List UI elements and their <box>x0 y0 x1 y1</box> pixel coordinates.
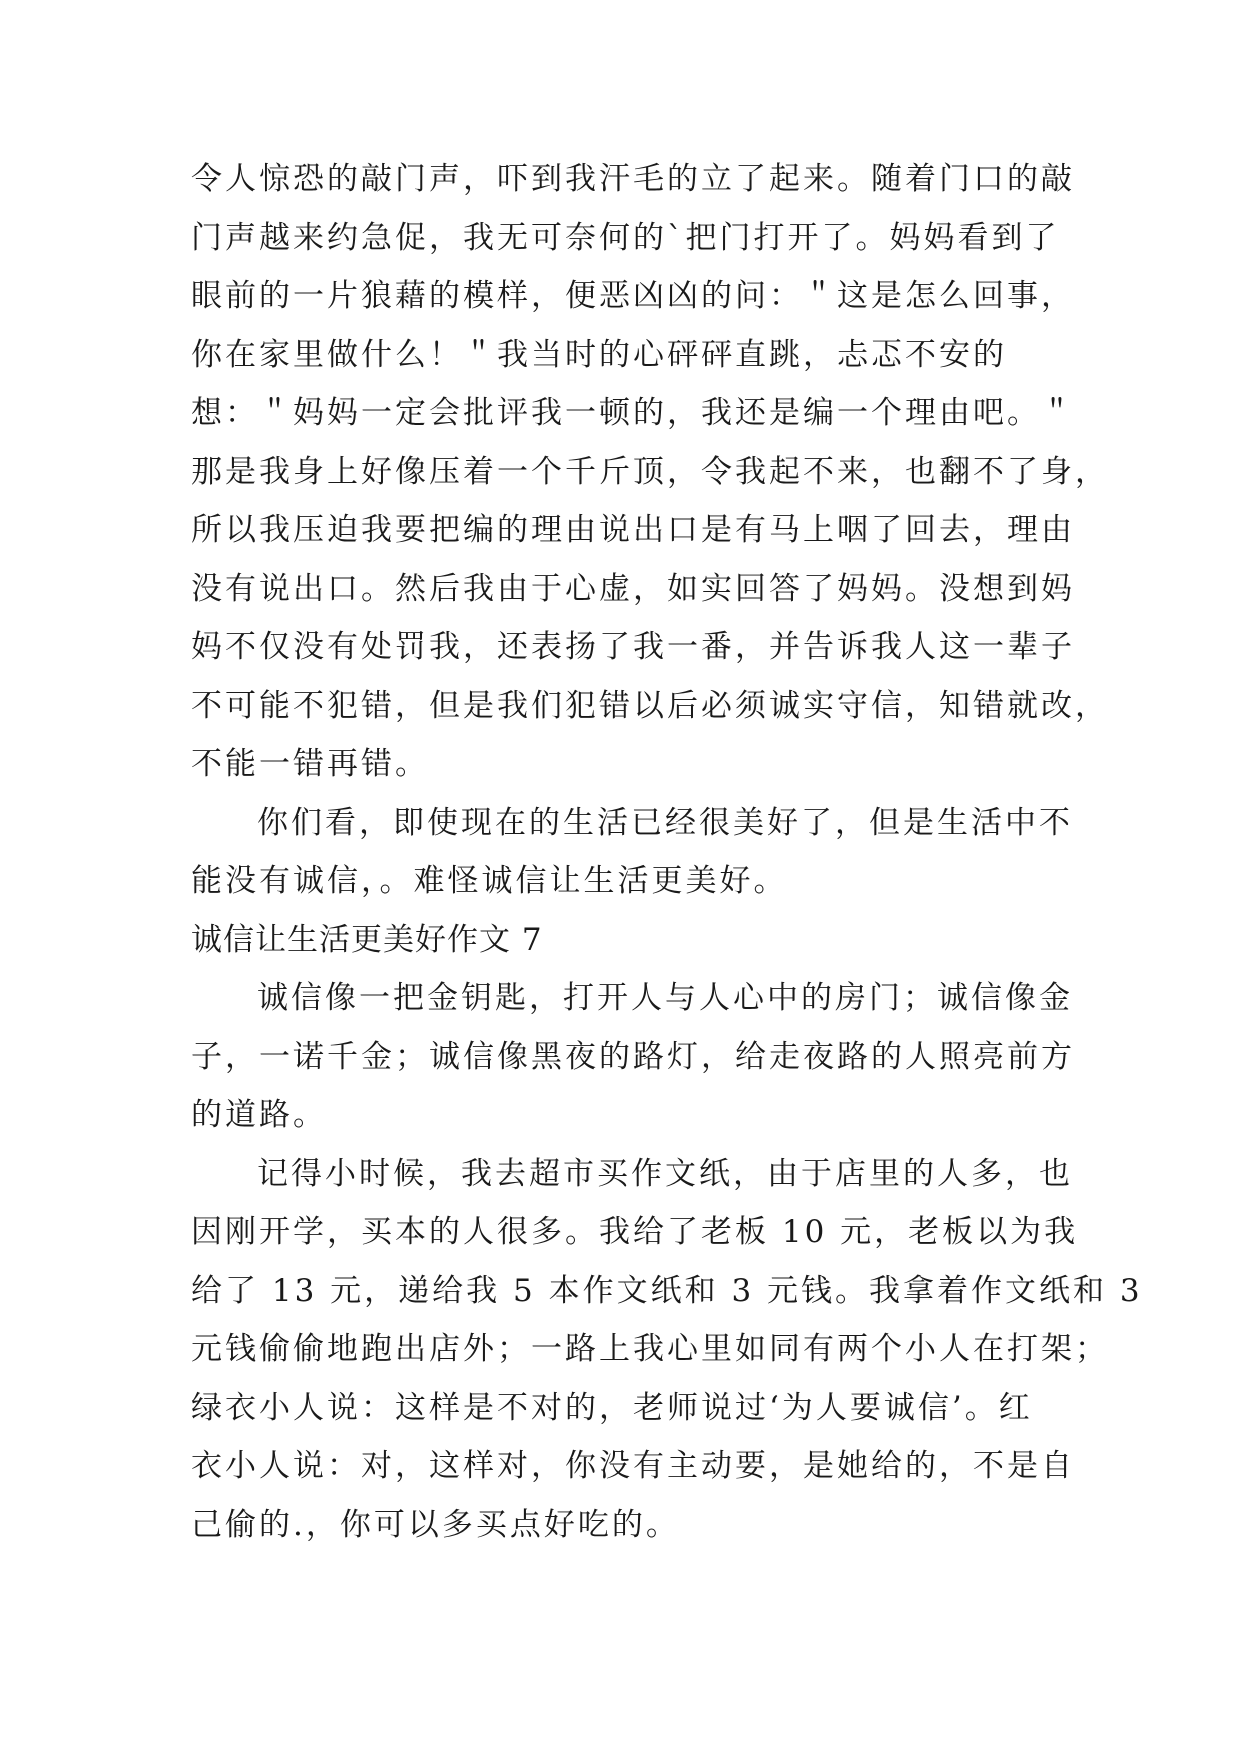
text-line: 子，一诺千金；诚信像黑夜的路灯，给走夜路的人照亮前方 <box>191 1038 1075 1075</box>
text-line: 能没有诚信，。难怪诚信让生活更美好。 <box>191 863 788 899</box>
paragraph <box>191 1145 1143 1555</box>
text-line: 给了 13 元，递给我 5 本作文纸和 3 元钱。我拿着作文纸和 3 <box>191 1272 1143 1309</box>
text-line: 眼前的一片狼藉的模样，便恶凶凶的问：＂这是怎么回事， <box>191 278 1075 314</box>
paragraph <box>191 969 1075 1145</box>
paragraph <box>191 794 1073 911</box>
text-line: 己偷的.，你可以多买点好吃的。 <box>191 1506 680 1543</box>
text-line: 诚信像一把金钥匙，打开人与人心中的房门；诚信像金 <box>257 980 1073 1016</box>
text-line: 衣小人说：对，这样对，你没有主动要，是她给的，不是自 <box>191 1448 1075 1484</box>
text-line: 因刚开学，买本的人很多。我给了老板 10 元，老板以为我 <box>191 1214 1079 1250</box>
text-line: 你们看，即使现在的生活已经很美好了，但是生活中不 <box>257 804 1073 841</box>
text-line: 那是我身上好像压着一个千斤顶，令我起不来，也翻不了身， <box>191 453 1109 490</box>
text-line: 想：＂妈妈一定会批评我一顿的，我还是编一个理由吧。＂ <box>191 395 1075 431</box>
text-line: 的道路。 <box>191 1097 327 1133</box>
text-line: 绿衣小人说：这样是不对的，老师说过‘为人要诚信’。红 <box>191 1389 1033 1426</box>
text-line: 妈不仅没有处罚我，还表扬了我一番，并告诉我人这一辈子 <box>191 629 1075 665</box>
text-line: 元钱偷偷地跑出店外；一路上我心里如同有两个小人在打架； <box>191 1331 1109 1367</box>
text-line: 不可能不犯错，但是我们犯错以后必须诚实守信，知错就改， <box>191 687 1109 724</box>
text-line: 你在家里做什么！＂我当时的心砰砰直跳，忐忑不安的 <box>191 336 1007 373</box>
text-line: 所以我压迫我要把编的理由说出口是有马上咽了回去，理由 <box>191 512 1075 548</box>
text-line: 门声越来约急促，我无可奈何的`把门打开了。妈妈看到了 <box>191 219 1060 256</box>
document-body <box>191 150 1143 1554</box>
text-line: 记得小时候，我去超市买作文纸，由于店里的人多，也 <box>257 1155 1073 1192</box>
paragraph <box>191 150 1109 794</box>
text-line: 不能一错再错。 <box>191 746 429 782</box>
text-line: 令人惊恐的敲门声，吓到我汗毛的立了起来。随着门口的敲 <box>191 161 1075 197</box>
text-line: 没有说出口。然后我由于心虚，如实回答了妈妈。没想到妈 <box>191 570 1075 607</box>
section-heading: 诚信让生活更美好作文 7 <box>191 921 543 958</box>
